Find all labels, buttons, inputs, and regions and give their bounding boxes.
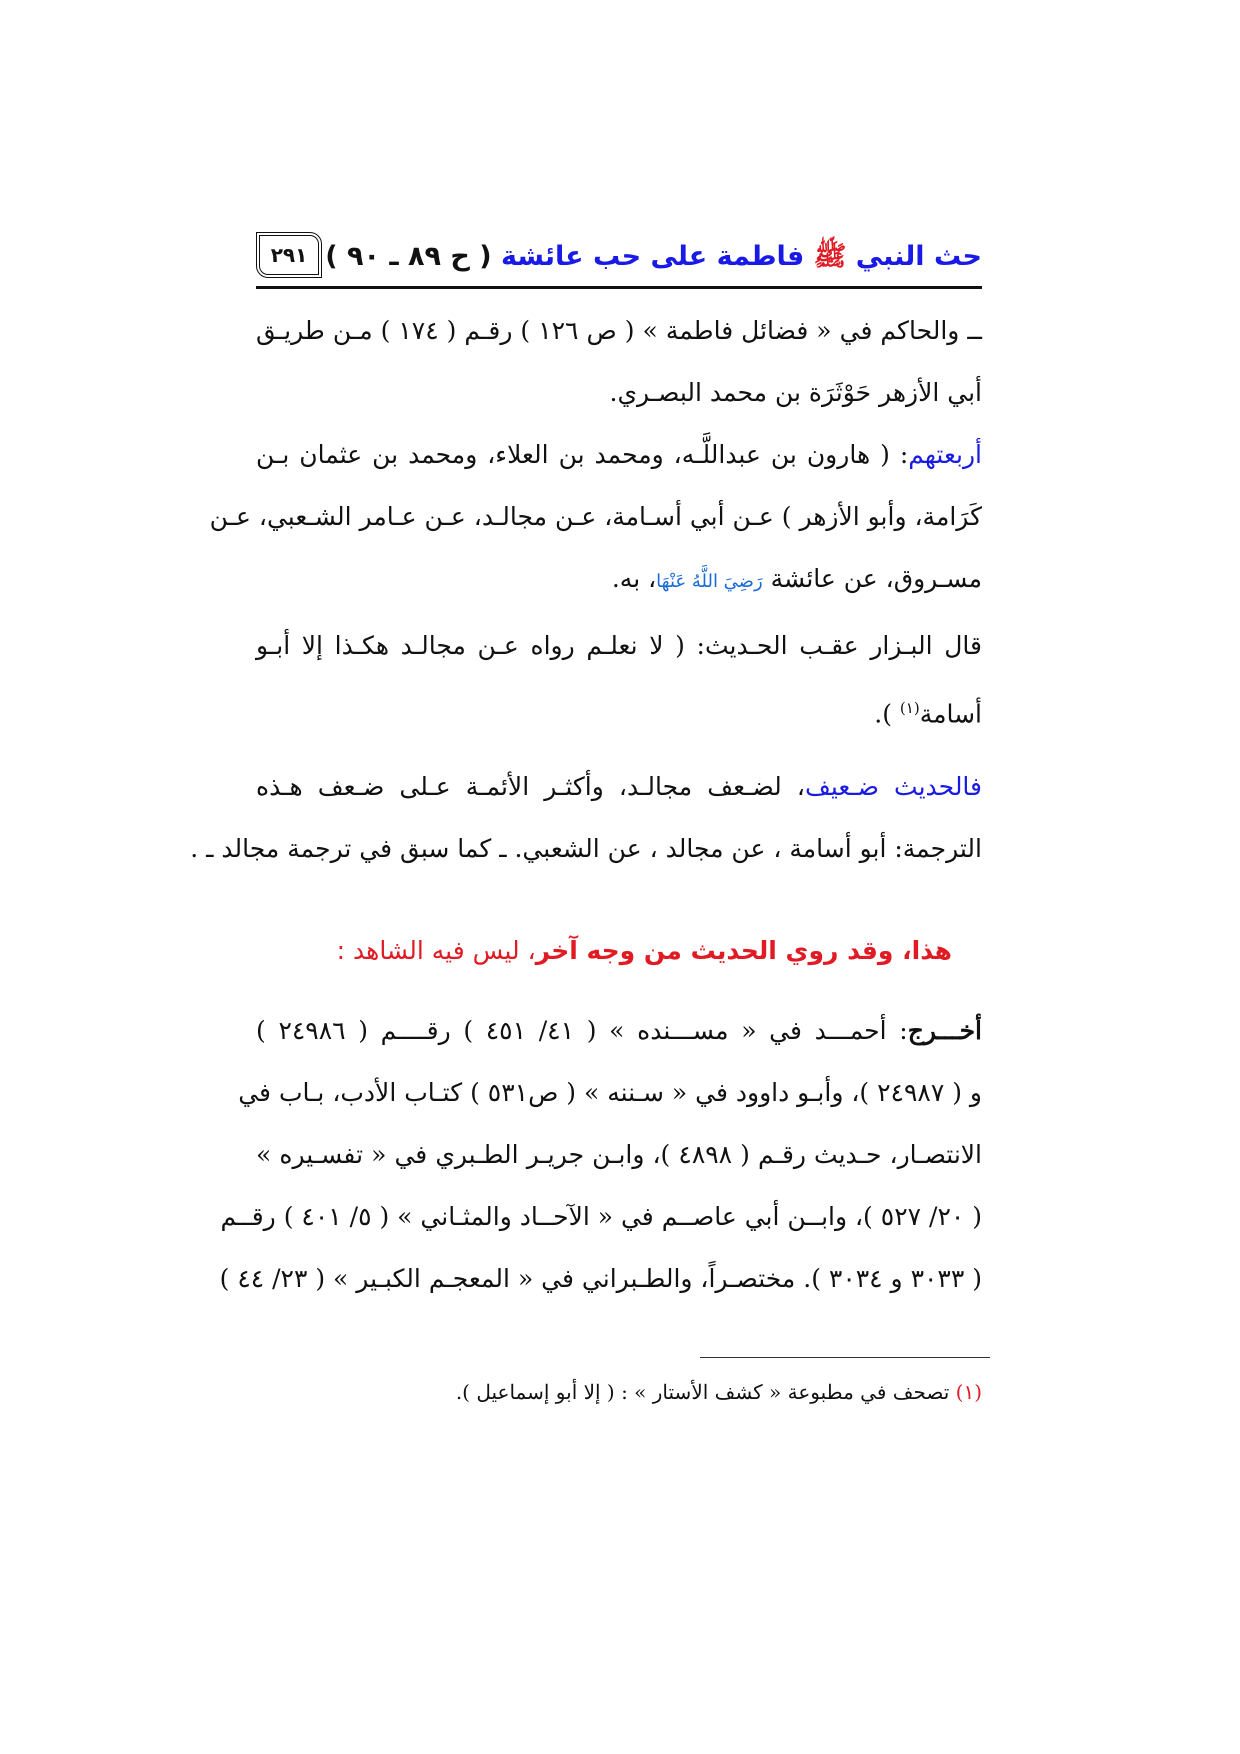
paragraph-label: أخـــرج <box>907 1016 982 1045</box>
header-title-part2: فاطمة على حب عائشة <box>501 241 805 272</box>
honorific-radi: رَضِيَ اللَّهُ عَنْهَا <box>656 571 763 592</box>
text-line: أبي الأزهر حَوْثَرَة بن محمد البصـري. <box>609 378 982 407</box>
text-line <box>256 677 982 745</box>
heading-suffix: ، ليس فيه الشاهد : <box>336 936 536 965</box>
section-heading <box>256 936 952 965</box>
footnote <box>256 1380 982 1404</box>
footnote-text: تصحف في مطبوعة « كشف الأستار » : ( إلا أبو إسماعيل ). <box>455 1380 950 1404</box>
text-segment: أسامة <box>919 699 982 729</box>
text-line <box>256 424 982 486</box>
paragraph-4 <box>190 756 982 880</box>
text-line: ( ٣٠٣٣ و ٣٠٣٤ ). مختصـراً، والطـبراني في « المعجـم الكبـير » ( ٢٣/ ٤٤ ) <box>219 1264 982 1293</box>
text-line: و ( ٢٤٩٨٧ )، وأبـو داوود في « سـننه » ( ص٥٣١ ) كتـاب الأدب، بـاب في <box>238 1078 982 1107</box>
verdict-label: فالحديث ضـعيف <box>804 772 982 801</box>
text-segment: : ( هارون بن عبداللَّـه، ومحمد بن العلاء، ومحمد بن عثمان بـن <box>256 440 909 469</box>
header-title <box>325 239 982 279</box>
text-segment: ، به. <box>611 564 657 593</box>
text-segment: : أحمـــد في « مســـنده » ( ٤١/ ٤٥١ ) رقــــم ( ٢٤٩٨٦ ) <box>256 1016 908 1045</box>
text-line: كَرَامة، وأبو الأزهر ) عـن أبي أسـامة، عـن مجالـد، عـن عـامر الشـعبي، عـن <box>209 502 982 531</box>
text-line: الترجمة: أبو أسامة ، عن مجالد ، عن الشعبي. ـ كما سبق في ترجمة مجالد ـ . <box>190 834 982 863</box>
header-title-part1: حث النبي <box>855 241 982 272</box>
header-divider <box>256 286 982 289</box>
text-line: قال البـزار عقـب الحـديث: ( لا نعلـم رواه عـن مجالـد هكـذا إلا أبـو <box>256 631 982 660</box>
text-line: ــ والحاكم في « فضائل فاطمة » ( ص ١٢٦ ) رقـم ( ١٧٤ ) مـن طريـق <box>256 316 982 345</box>
text-segment: مسـروق، عن عائشة <box>770 564 982 593</box>
text-line <box>256 756 982 818</box>
text-line: الانتصـار، حـديث رقـم ( ٤٨٩٨ )، وابـن جريـر الطـبري في « تفسـيره » <box>256 1140 983 1169</box>
text-line <box>256 1000 982 1062</box>
footnote-ref[interactable]: (١) <box>899 699 920 717</box>
paragraph-3 <box>256 615 982 745</box>
honorific-glyph: ﷺ <box>813 241 847 272</box>
text-segment: ). <box>874 699 900 729</box>
paragraph-1 <box>256 300 982 424</box>
footnote-divider <box>700 1357 990 1358</box>
paragraph-label: أربعتهم <box>908 440 982 469</box>
paragraph-5 <box>219 1000 983 1310</box>
text-line: ( ٢٠/ ٥٢٧ )، وابــن أبي عاصــم في « الآحــاد والمثـاني » ( ٥/ ٤٠١ ) رقــم <box>220 1202 982 1231</box>
heading-main: هذا، وقد روي الحديث من وجه آخر <box>535 936 952 965</box>
text-line <box>256 548 982 613</box>
page-number: ٢٩١ <box>256 232 322 278</box>
hadith-range: ( ح ٨٩ ـ ٩٠ ) <box>325 241 492 272</box>
footnote-number: (١) <box>955 1380 982 1404</box>
running-header <box>256 236 982 282</box>
text-segment: ، لضـعف مجالـد، وأكثـر الأئمـة عـلى ضـعف هـذه <box>256 772 805 801</box>
paragraph-2 <box>209 424 982 613</box>
